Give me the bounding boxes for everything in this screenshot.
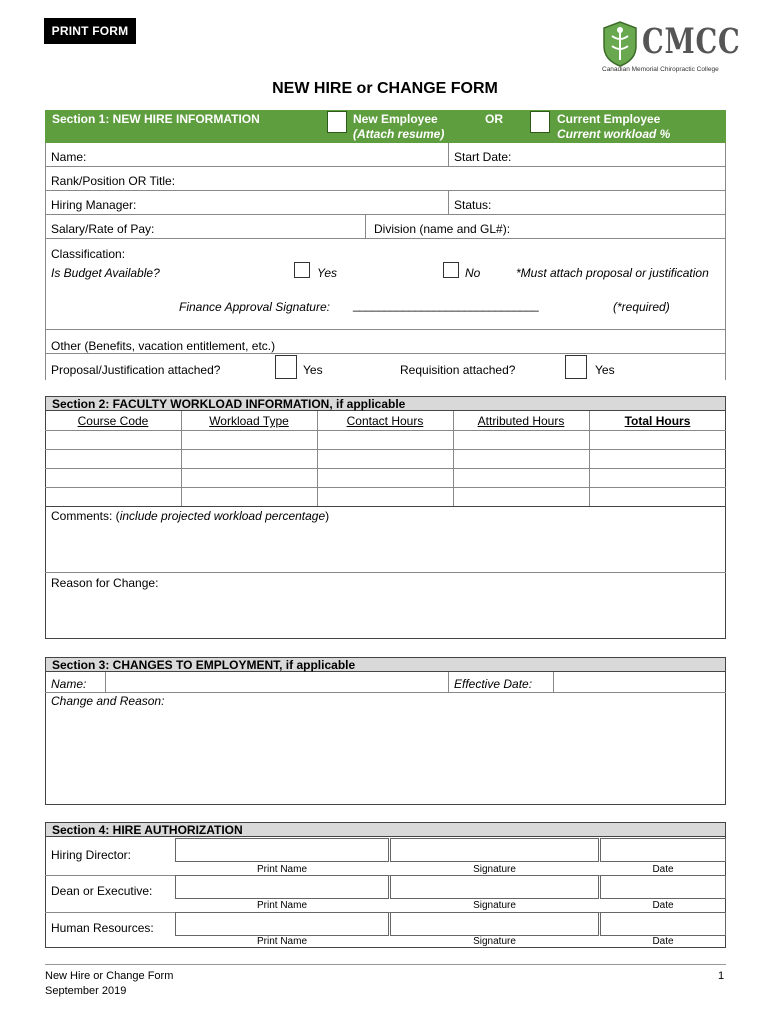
footer-divider [45,964,726,965]
effective-date-label: Effective Date: [454,677,533,691]
print-form-button[interactable]: PRINT FORM [44,18,136,44]
hiring-director-label: Hiring Director: [51,848,132,862]
hiring-director-print-name[interactable] [175,838,389,862]
crest-icon [600,20,640,68]
hiring-director-signature[interactable] [390,838,599,862]
dean-print-name[interactable] [175,875,389,899]
date-caption: Date [652,864,674,875]
section2-heading: Section 2: FACULTY WORKLOAD INFORMATION, if applicable [52,397,406,411]
section3-header [45,657,726,672]
comments-field[interactable] [45,506,726,573]
col-workload-type: Workload Type [209,414,289,428]
section1-heading: Section 1: NEW HIRE INFORMATION [52,112,260,126]
date-caption: Date [652,900,674,911]
cmcc-logo [600,18,741,78]
current-employee-checkbox[interactable] [530,111,550,133]
current-workload-label: Current workload % [557,127,671,141]
section3-name-input[interactable] [106,672,447,692]
rank-label: Rank/Position OR Title: [51,174,176,188]
hr-print-name[interactable] [175,912,389,936]
table-row[interactable] [46,431,181,449]
name-label: Name: [51,150,87,164]
col-course-code: Course Code [77,414,149,428]
must-attach-note: *Must attach proposal or justification [516,266,709,280]
new-employee-checkbox[interactable] [327,111,347,133]
proposal-label: Proposal/Justification attached? [51,363,221,377]
finance-approval-label: Finance Approval Signature: [179,300,330,314]
division-label: Division (name and GL#): [374,222,511,236]
page-number: 1 [718,970,725,982]
table-row[interactable] [46,450,181,468]
signature-caption: Signature [473,864,516,875]
reason-label: Reason for Change: [51,576,159,590]
hr-date[interactable] [600,912,726,936]
section3-name-label: Name: [51,677,87,691]
required-note: (*required) [613,300,670,314]
rank-row [45,167,726,191]
section3-name-row [45,672,726,693]
classification-label: Classification: [51,247,126,261]
finance-signature-line[interactable]: ______________________________ [353,298,539,312]
footer-date: September 2019 [45,985,127,997]
effective-date-input[interactable] [554,672,726,692]
comments-label: Comments: (include projected workload percentage) [51,509,330,523]
section4-heading: Section 4: HIRE AUTHORIZATION [52,823,243,837]
hiring-director-date[interactable] [600,838,726,862]
reason-field[interactable] [45,573,726,639]
budget-yes-label: Yes [317,266,338,280]
budget-question: Is Budget Available? [51,266,160,280]
hr-label: Human Resources: [51,921,154,935]
other-label: Other (Benefits, vacation entitlement, etc.) [51,339,276,353]
name-row [45,143,726,167]
logo-tagline: Canadian Memorial Chiropractic College [602,66,719,73]
footer-form-name: New Hire or Change Form [45,970,174,982]
print-name-caption: Print Name [256,900,307,911]
form-title: NEW HIRE or CHANGE FORM [272,80,498,97]
start-date-label: Start Date: [454,150,512,164]
proposal-yes-label: Yes [303,363,323,377]
dean-signature[interactable] [390,875,599,899]
current-employee-label: Current Employee [557,112,661,126]
print-name-caption: Print Name [256,864,307,875]
signature-caption: Signature [473,900,516,911]
dean-date[interactable] [600,875,726,899]
requisition-label: Requisition attached? [400,363,516,377]
change-reason-label: Change and Reason: [51,694,165,708]
other-row [45,330,726,354]
section3-heading: Section 3: CHANGES TO EMPLOYMENT, if applicable [52,658,356,672]
budget-no-label: No [465,266,481,280]
hiring-manager-row [45,191,726,215]
or-label: OR [485,112,503,126]
hr-signature[interactable] [390,912,599,936]
requisition-checkbox[interactable] [565,355,587,379]
table-row[interactable] [46,469,181,487]
col-attributed-hours: Attributed Hours [477,414,565,428]
attach-resume-label: (Attach resume) [353,127,445,141]
hiring-manager-label: Hiring Manager: [51,198,137,212]
col-contact-hours: Contact Hours [346,414,424,428]
salary-label: Salary/Rate of Pay: [51,222,155,236]
signature-caption: Signature [473,936,516,947]
section1-header [45,110,726,143]
table-row[interactable] [46,488,181,506]
date-caption: Date [652,936,674,947]
status-label: Status: [454,198,492,212]
proposal-checkbox[interactable] [275,355,297,379]
print-name-caption: Print Name [256,936,307,947]
logo-wordmark: CMCC [642,21,741,62]
budget-no-checkbox[interactable] [443,262,459,278]
col-total-hours: Total Hours [624,414,691,428]
budget-yes-checkbox[interactable] [294,262,310,278]
workload-table-header [45,411,726,430]
proposal-row [45,354,726,379]
salary-row [45,215,726,239]
dean-label: Dean or Executive: [51,884,153,898]
new-employee-label: New Employee [353,112,438,126]
requisition-yes-label: Yes [595,363,615,377]
change-reason-field[interactable] [45,693,726,805]
section2-header [45,396,726,411]
section4-header [45,822,726,837]
classification-row [45,239,726,330]
